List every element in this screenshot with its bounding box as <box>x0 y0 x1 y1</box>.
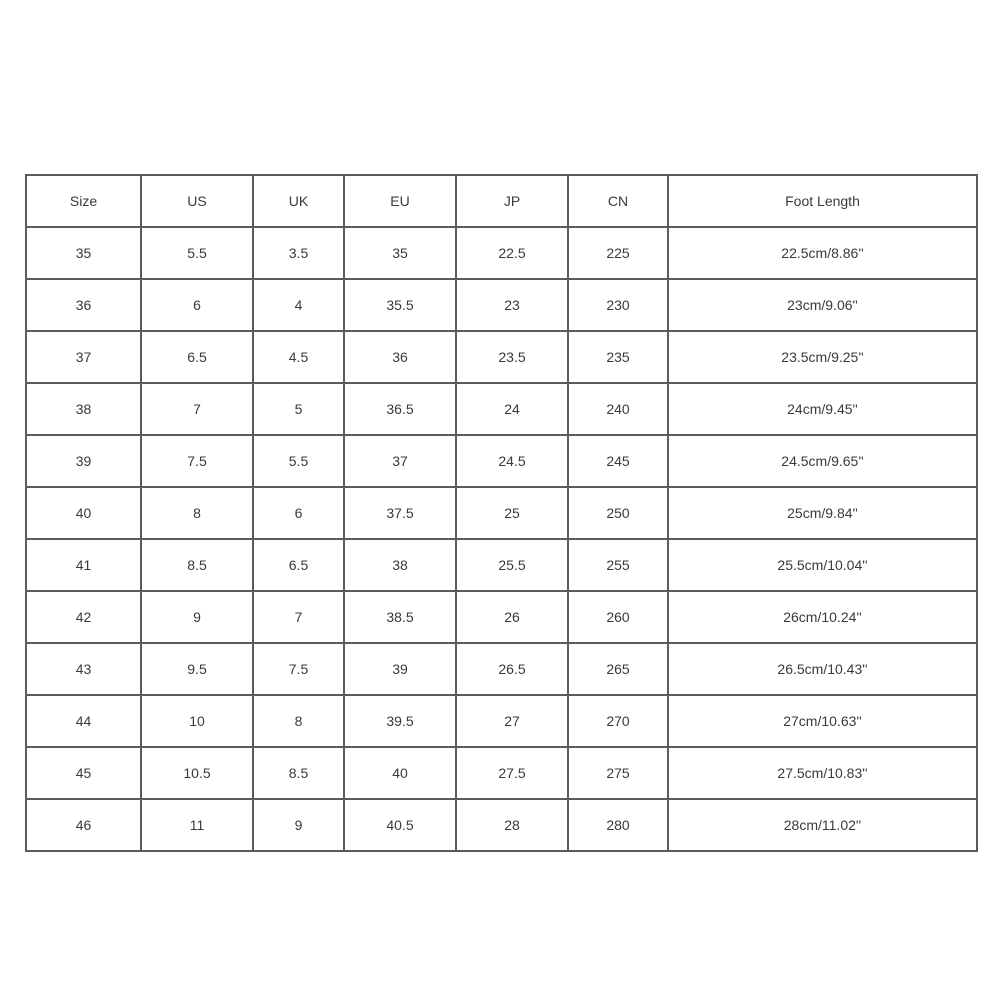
table-row <box>26 435 977 487</box>
table-cell-uk: 5 <box>253 383 344 435</box>
table-cell-cn: 250 <box>568 487 668 539</box>
table-cell-jp: 24.5 <box>456 435 568 487</box>
table-row <box>26 643 977 695</box>
table-cell-uk: 7 <box>253 591 344 643</box>
column-header-cn: CN <box>568 175 668 227</box>
header-row <box>26 175 977 227</box>
table-cell-cn: 225 <box>568 227 668 279</box>
table-cell-foot-length: 27.5cm/10.83'' <box>668 747 977 799</box>
table-cell-size: 35 <box>26 227 141 279</box>
table-cell-cn: 280 <box>568 799 668 851</box>
table-row <box>26 383 977 435</box>
table-row <box>26 227 977 279</box>
table-cell-uk: 5.5 <box>253 435 344 487</box>
table-cell-size: 37 <box>26 331 141 383</box>
table-cell-cn: 275 <box>568 747 668 799</box>
size-chart-table <box>25 174 978 852</box>
table-cell-uk: 8 <box>253 695 344 747</box>
table-cell-jp: 27.5 <box>456 747 568 799</box>
table-cell-jp: 24 <box>456 383 568 435</box>
table-row <box>26 799 977 851</box>
table-cell-foot-length: 27cm/10.63'' <box>668 695 977 747</box>
table-cell-jp: 26 <box>456 591 568 643</box>
table-cell-cn: 235 <box>568 331 668 383</box>
table-cell-foot-length: 22.5cm/8.86'' <box>668 227 977 279</box>
table-cell-eu: 37 <box>344 435 456 487</box>
table-cell-us: 5.5 <box>141 227 253 279</box>
table-cell-foot-length: 28cm/11.02'' <box>668 799 977 851</box>
table-cell-jp: 27 <box>456 695 568 747</box>
table-cell-eu: 40.5 <box>344 799 456 851</box>
table-cell-jp: 25 <box>456 487 568 539</box>
table-cell-jp: 28 <box>456 799 568 851</box>
table-cell-uk: 4.5 <box>253 331 344 383</box>
table-cell-us: 6.5 <box>141 331 253 383</box>
table-cell-us: 7.5 <box>141 435 253 487</box>
table-cell-cn: 255 <box>568 539 668 591</box>
table-cell-us: 8 <box>141 487 253 539</box>
table-cell-cn: 240 <box>568 383 668 435</box>
table-cell-eu: 40 <box>344 747 456 799</box>
table-cell-cn: 265 <box>568 643 668 695</box>
table-cell-eu: 35.5 <box>344 279 456 331</box>
table-cell-eu: 38 <box>344 539 456 591</box>
table-cell-us: 10 <box>141 695 253 747</box>
table-cell-size: 39 <box>26 435 141 487</box>
table-cell-cn: 245 <box>568 435 668 487</box>
table-cell-uk: 3.5 <box>253 227 344 279</box>
table-cell-uk: 4 <box>253 279 344 331</box>
table-cell-eu: 35 <box>344 227 456 279</box>
table-cell-eu: 37.5 <box>344 487 456 539</box>
table-body <box>26 227 977 851</box>
table-cell-foot-length: 24cm/9.45'' <box>668 383 977 435</box>
table-row <box>26 695 977 747</box>
table-row <box>26 487 977 539</box>
table-cell-jp: 26.5 <box>456 643 568 695</box>
table-cell-us: 7 <box>141 383 253 435</box>
table-cell-us: 10.5 <box>141 747 253 799</box>
table-cell-foot-length: 25cm/9.84'' <box>668 487 977 539</box>
table-cell-foot-length: 25.5cm/10.04'' <box>668 539 977 591</box>
table-cell-cn: 230 <box>568 279 668 331</box>
table-row <box>26 591 977 643</box>
table-cell-foot-length: 26.5cm/10.43'' <box>668 643 977 695</box>
table-row <box>26 279 977 331</box>
table-cell-us: 9.5 <box>141 643 253 695</box>
table-cell-eu: 36 <box>344 331 456 383</box>
table-cell-foot-length: 26cm/10.24'' <box>668 591 977 643</box>
table-row <box>26 331 977 383</box>
table-cell-eu: 39.5 <box>344 695 456 747</box>
table-cell-size: 38 <box>26 383 141 435</box>
column-header-uk: UK <box>253 175 344 227</box>
column-header-eu: EU <box>344 175 456 227</box>
table-cell-foot-length: 23cm/9.06'' <box>668 279 977 331</box>
table-row <box>26 747 977 799</box>
table-cell-jp: 22.5 <box>456 227 568 279</box>
table-cell-uk: 6 <box>253 487 344 539</box>
table-cell-foot-length: 23.5cm/9.25'' <box>668 331 977 383</box>
table-cell-size: 42 <box>26 591 141 643</box>
table-cell-cn: 270 <box>568 695 668 747</box>
table-cell-eu: 36.5 <box>344 383 456 435</box>
table-cell-jp: 23 <box>456 279 568 331</box>
table-cell-size: 44 <box>26 695 141 747</box>
table-cell-size: 45 <box>26 747 141 799</box>
table-cell-size: 41 <box>26 539 141 591</box>
table-cell-uk: 7.5 <box>253 643 344 695</box>
column-header-size: Size <box>26 175 141 227</box>
table-cell-us: 11 <box>141 799 253 851</box>
table-cell-uk: 8.5 <box>253 747 344 799</box>
table-cell-us: 9 <box>141 591 253 643</box>
table-cell-foot-length: 24.5cm/9.65'' <box>668 435 977 487</box>
table-cell-size: 40 <box>26 487 141 539</box>
column-header-us: US <box>141 175 253 227</box>
table-cell-cn: 260 <box>568 591 668 643</box>
table-cell-size: 36 <box>26 279 141 331</box>
table-cell-jp: 25.5 <box>456 539 568 591</box>
column-header-foot-length: Foot Length <box>668 175 977 227</box>
table-row <box>26 539 977 591</box>
table-cell-jp: 23.5 <box>456 331 568 383</box>
column-header-jp: JP <box>456 175 568 227</box>
table-cell-size: 43 <box>26 643 141 695</box>
table-cell-us: 8.5 <box>141 539 253 591</box>
table-cell-eu: 39 <box>344 643 456 695</box>
table-cell-size: 46 <box>26 799 141 851</box>
table-cell-uk: 9 <box>253 799 344 851</box>
table-cell-uk: 6.5 <box>253 539 344 591</box>
table-cell-eu: 38.5 <box>344 591 456 643</box>
table-cell-us: 6 <box>141 279 253 331</box>
